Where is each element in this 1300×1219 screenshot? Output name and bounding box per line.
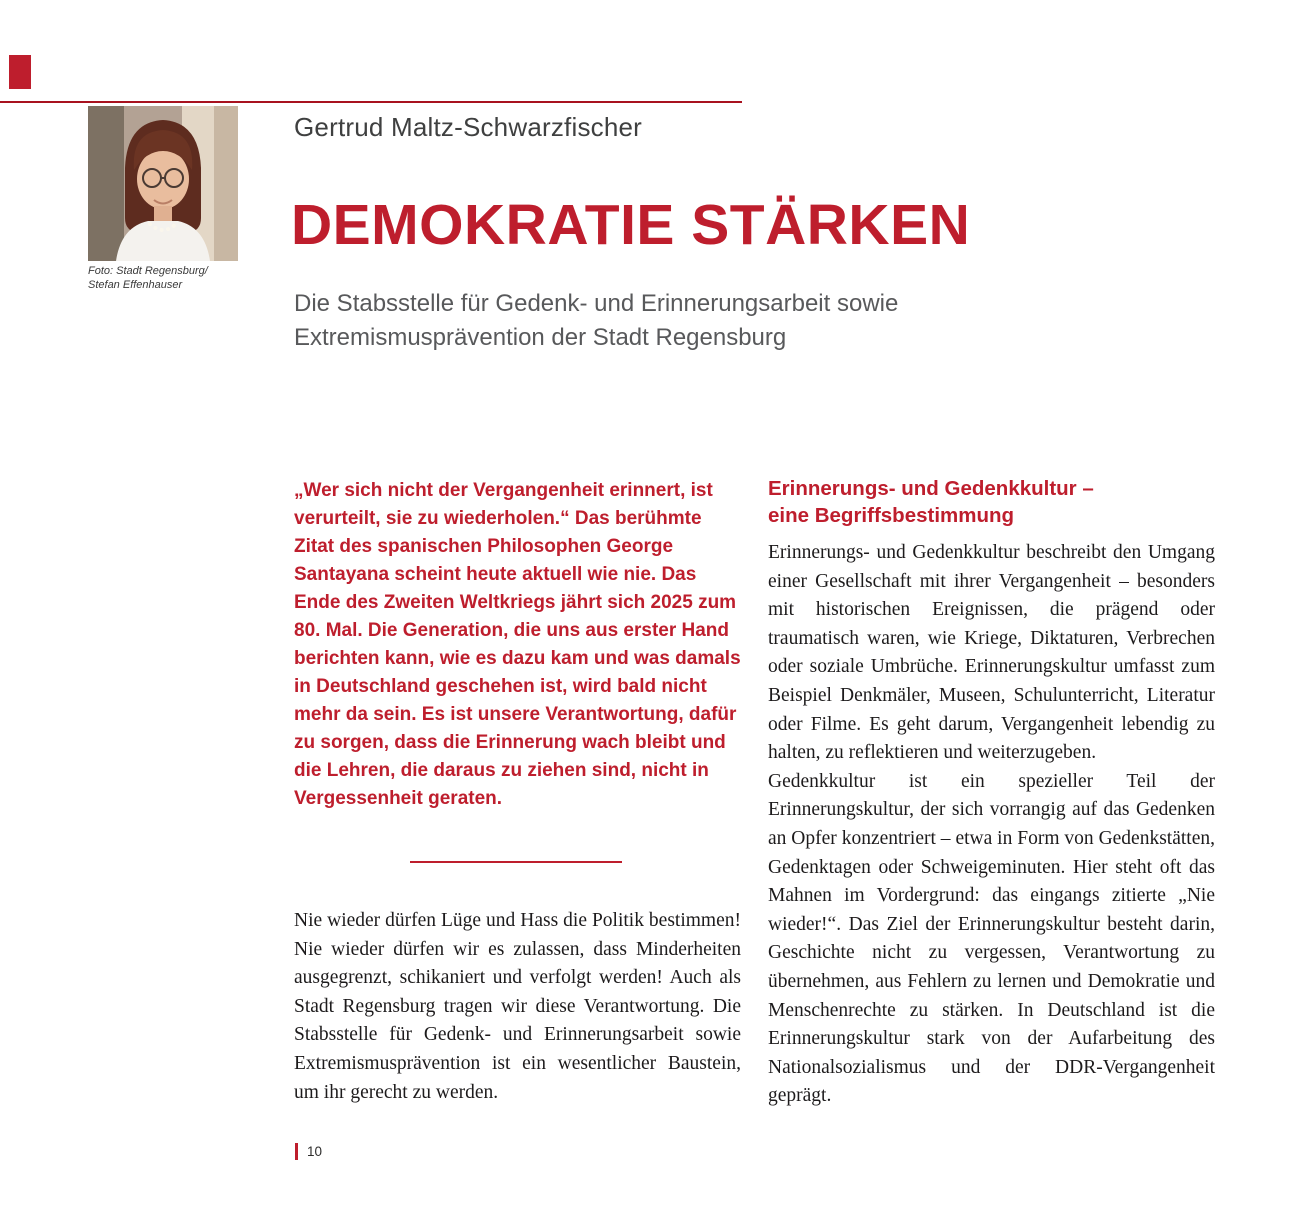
section-paragraph-2: Gedenkkultur ist ein spezieller Teil der Erinnerungskultur, der sich vorrangig auf das Gedenken an Opfer konzentriert – etwa in Form von Gedenkstätten, Gedenktagen oder Schweigeminuten. Hier steht oft das Mahnen im Vordergrund: das eingangs zitierte „Nie wieder!“. Das Ziel der Erinnerungskultur besteht darin, Geschichte nicht zu vergessen, Verantwortung zu übernehmen, aus Fehlern zu lernen und Demokratie und Menschenrechte zu stärken. In Deutschland ist die Erinnerungskultur stark von der Aufarbeitung des Nationalsozialismus und der DDR-Vergangenheit geprägt. — [768, 770, 1215, 1107]
left-column — [294, 477, 741, 1107]
left-body-paragraph: Nie wieder dürfen Lüge und Hass die Politik bestimmen! Nie wieder dürfen wir es zulassen, dass Minderheiten ausgegrenzt, schikaniert und verfolgt werden! Auch als Stadt Regensburg tragen wir diese Verantwortung. Die Stabsstelle für Gedenk- und Erinnerungsarbeit sowie Extremismusprävention ist ein wesentlicher Baustein, um ihr gerecht zu werden. — [294, 910, 741, 1103]
author-portrait-illustration — [88, 106, 238, 261]
page-footer — [295, 1143, 322, 1160]
page-title: DEMOKRATIE STÄRKEN — [291, 193, 971, 257]
corner-accent-mark — [9, 55, 31, 89]
photo-credit-line1: Foto: Stadt Regensburg/ — [88, 265, 208, 277]
page-subtitle: Die Stabsstelle für Gedenk- und Erinnerungsarbeit sowie Extremismusprävention der Stadt Regensburg — [294, 290, 899, 351]
header-rule — [0, 101, 742, 103]
page-number: 10 — [307, 1144, 323, 1159]
author-photo — [88, 106, 238, 261]
author-name: Gertrud Maltz-Schwarzfischer — [294, 112, 643, 142]
page-number-bar — [295, 1143, 298, 1160]
intro-quote: „Wer sich nicht der Vergangenheit erinnert, ist verurteilt, sie zu wiederholen.“ Das berühmte Zitat des spanischen Philosophen George Santayana scheint heute aktuell wie nie. Das Ende des Zweiten Weltkriegs jährt sich 2025 zum 80. Mal. Die Generation, die uns aus erster Hand berichten kann, wie es dazu kam und was damals in Deutschland geschehen ist, wird bald nicht mehr da sein. Es ist unsere Verantwortung, dafür zu sorgen, dass die Erinnerung wach bleibt und die Lehren, die daraus zu ziehen sind, nicht in Vergessenheit geraten. — [294, 480, 741, 809]
right-column — [768, 475, 1215, 1111]
photo-credit — [88, 264, 208, 292]
section-heading-line2: eine Begriffsbestimmung — [768, 504, 1015, 527]
photo-credit-line2: Stefan Effenhauser — [88, 279, 183, 291]
section-heading — [768, 475, 1215, 529]
section-heading-line1: Erinnerungs- und Gedenkkultur – — [768, 477, 1094, 500]
section-paragraph-1: Erinnerungs- und Gedenkkultur beschreibt den Umgang einer Gesellschaft mit ihrer Vergangenheit – besonders mit historischen Ereignissen, die prägend oder traumatisch waren, wie Kriege, Diktaturen, Verbrechen oder soziale Umbrüche. Erinnerungskultur umfasst zum Beispiel Denkmäler, Museen, Schulunterricht, Literatur oder Filme. Es geht darum, Vergangenheit lebendig zu halten, zu reflektieren und weiterzugeben. — [768, 542, 1215, 764]
divider-rule — [410, 861, 622, 863]
